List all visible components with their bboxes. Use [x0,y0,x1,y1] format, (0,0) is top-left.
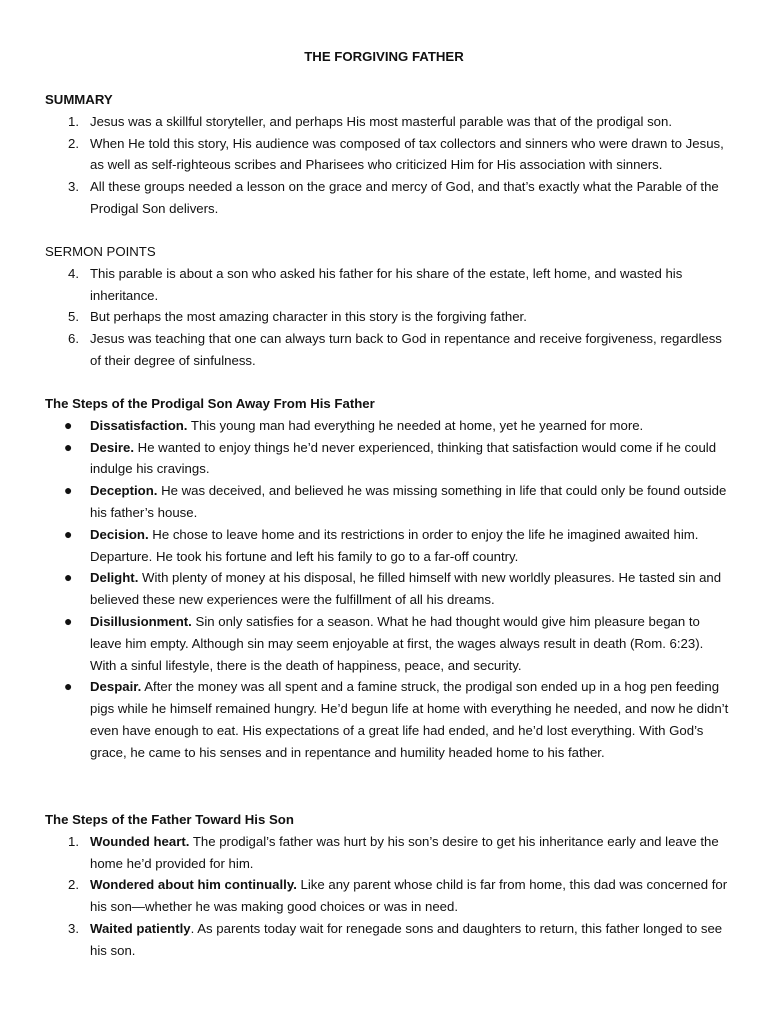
list-item [45,480,730,524]
list-item [45,133,730,177]
step-term: Delight. [90,570,139,586]
step-text: After the money was all spent and a famine struck, the prodigal son ended up in a hog pen feeding pigs while he himself remained hungry. He’d begun life at home with everything he needed, and now he didn’t even have enough to eat. His expectations of a great life had ended, and he’d lost everything. With God’s grace, he came to his senses and in repentance and humility headed home to his father. [90,679,729,760]
bullet-icon: ● [64,438,73,455]
list-item-text: This parable is about a son who asked his father for his share of the estate, left home, and wasted his inheritance. [90,265,683,303]
list-item [45,306,730,328]
step-text: . As parents today wait for renegade sons and daughters to return, this father longed to see his son. [90,920,723,958]
bullet-icon: ● [64,482,73,499]
step-term: Decision. [90,526,149,542]
bullet-icon: ● [64,525,73,542]
bullet-icon: ● [64,678,73,695]
list-number: 6. [68,331,79,347]
summary-heading: SUMMARY [45,92,113,107]
sermon-points-list [45,263,730,372]
list-item [45,874,730,918]
steps-away-heading: The Steps of the Prodigal Son Away From His Father [45,396,375,411]
step-term: Waited patiently [90,920,191,936]
step-term: Disillusionment. [90,613,192,629]
summary-section [45,89,730,220]
steps-away-section [45,393,730,764]
step-term: Wounded heart. [90,833,190,849]
list-item-text: All these groups needed a lesson on the grace and mercy of God, and that’s exactly what the Parable of the Prodigal Son delivers. [90,179,719,216]
list-item [45,415,730,437]
step-term: Deception. [90,483,158,499]
step-text: Sin only satisfies for a season. What he had thought would give him pleasure began to leave him empty. Although sin may seem enjoyable at first, the wages always result in death (Rom. 6:23). With a sinful lifestyle, there is the death of happiness, peace, and security. [90,613,704,673]
step-text: Like any parent whose child is far from home, this dad was concerned for his son—whether he was making good choices or was in need. [90,877,728,915]
steps-toward-heading: The Steps of the Father Toward His Son [45,812,294,827]
document-title: THE FORGIVING FATHER [304,49,464,64]
step-term: Desire. [90,439,134,455]
step-term: Despair. [90,679,142,695]
step-text: This young man had everything he needed at home, yet he yearned for more. [187,417,644,433]
list-item-text: Jesus was teaching that one can always turn back to God in repentance and receive forgiveness, regardless of their degree of sinfulness. [90,331,722,368]
list-number: 5. [68,309,79,325]
list-item [45,176,730,220]
list-item-text: But perhaps the most amazing character in this story is the forgiving father. [90,309,527,325]
list-number: 2. [68,135,79,151]
step-text: He was deceived, and believed he was missing something in life that could only be found outside his father’s house. [90,483,727,520]
list-item [45,437,730,481]
list-number: 1. [68,113,79,129]
list-item [45,831,730,875]
summary-list [45,111,730,220]
step-term: Wondered about him continually. [90,877,297,893]
step-term: Dissatisfaction. [90,417,188,433]
list-item [45,111,730,133]
steps-toward-section [45,809,730,962]
step-text: With plenty of money at his disposal, he filled himself with new worldly pleasures. He tasted sin and believed these new experiences were the fulfillment of all his dreams. [90,570,722,608]
bullet-icon: ● [64,612,73,629]
bullet-icon: ● [64,569,73,586]
list-number: 2. [68,877,79,893]
list-item [45,611,730,676]
list-item [45,263,730,307]
list-number: 3. [68,920,79,936]
sermon-points-heading: SERMON POINTS [45,244,156,259]
sermon-points-section [45,241,730,372]
step-text: He chose to leave home and its restrictions in order to enjoy the life he imagined awaited him. Departure. He took his fortune and left his family to go to a far-off country. [90,526,699,564]
list-item-text: When He told this story, His audience was composed of tax collectors and sinners who were drawn to Jesus, as well as self-righteous scribes and Pharisees who criticized Him for His association with sinners. [90,135,724,173]
list-item [45,524,730,568]
steps-toward-list [45,831,730,962]
list-item [45,328,730,372]
bullet-icon: ● [64,416,73,433]
list-item [45,918,730,962]
list-item [45,676,730,763]
step-text: The prodigal’s father was hurt by his son’s desire to get his inheritance early and leave the home he’d provided for him. [90,833,719,871]
step-text: He wanted to enjoy things he’d never experienced, thinking that satisfaction would come if he could indulge his cravings. [90,439,717,477]
list-number: 1. [68,833,79,849]
list-item-text: Jesus was a skillful storyteller, and perhaps His most masterful parable was that of the prodigal son. [90,113,672,129]
list-item [45,567,730,611]
steps-away-list [45,415,730,764]
list-number: 3. [68,179,79,195]
list-number: 4. [68,265,79,281]
